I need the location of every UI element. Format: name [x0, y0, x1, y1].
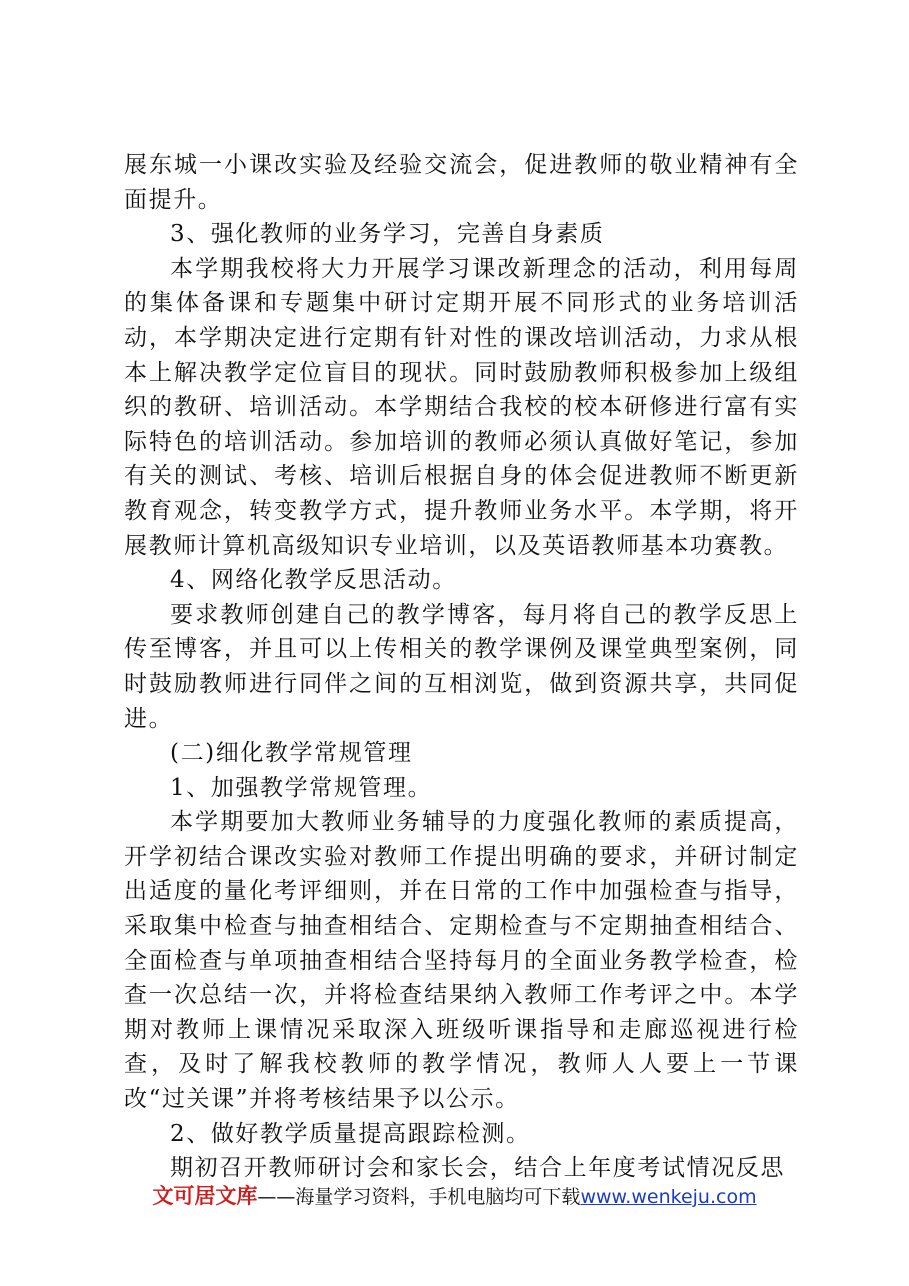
paragraph: 展东城一小课改实验及经验交流会，促进教师的敬业精神有全面提升。 [124, 152, 799, 213]
footer-banner [0, 1180, 909, 1210]
paragraph: 期初召开教师研讨会和家长会，结合上年度考试情况反思 [170, 1155, 785, 1182]
paragraph: 要求教师创建自己的教学博客，每月将自己的教学反思上传至博客，并且可以上传相关的教学课例及课堂典型案例，同时鼓励教师进行同伴之间的互相浏览，做到资源共享，共同促进。 [124, 601, 799, 732]
footer-dash: —— [257, 1186, 296, 1208]
section-heading: 2、做好教学质量提高跟踪检测。 [170, 1120, 531, 1147]
paragraph: 本学期我校将大力开展学习课改新理念的活动，利用每周的集体备课和专题集中研讨定期开展不同形式的业务培训活动，本学期决定进行定期有针对性的课改培训活动，力求从根本上解决教学定位盲目的现状。同时鼓励教师积极参加上级组织的教研、培训活动。本学期结合我校的校本研修进行富有实际特色的培训活动。参加培训的教师必须认真做好笔记，参加有关的测试、考核、培训后根据自身的体会促进教师不断更新教育观念，转变教学方式，提升教师业务水平。本学期，将开展教师计算机高级知识专业培训，以及英语教师基本功赛教。 [124, 255, 799, 559]
section-heading: (二)细化教学常规管理 [170, 740, 413, 767]
document-body [124, 148, 799, 1186]
section-heading: 1、加强教学常规管理。 [170, 774, 433, 801]
paragraph: 本学期要加大教师业务辅导的力度强化教师的素质提高，开学初结合课改实验对教师工作提出明确的要求，并研讨制定出适度的量化考评细则，并在日常的工作中加强检查与指导，采取集中检查与抽查相结合、定期检查与不定期抽查相结合、全面检查与单项抽查相结合坚持每月的全面业务教学检查，检查一次总结一次，并将检查结果纳入教师工作考评之中。本学期对教师上课情况采取深入班级听课指导和走廊巡视进行检查，及时了解我校教师的教学情况，教师人人要上一节课改“过关课”并将考核结果予以公示。 [124, 809, 799, 1113]
footer-link[interactable]: www.wenkeju.com [580, 1186, 757, 1208]
footer-brand: 文可居文库 [152, 1184, 258, 1208]
section-heading: 4、网络化教学反思活动。 [170, 567, 457, 594]
section-heading: 3、强化教师的业务学习，完善自身素质 [170, 221, 605, 248]
footer-slogan: 海量学习资料，手机电脑均可下载 [295, 1186, 581, 1208]
